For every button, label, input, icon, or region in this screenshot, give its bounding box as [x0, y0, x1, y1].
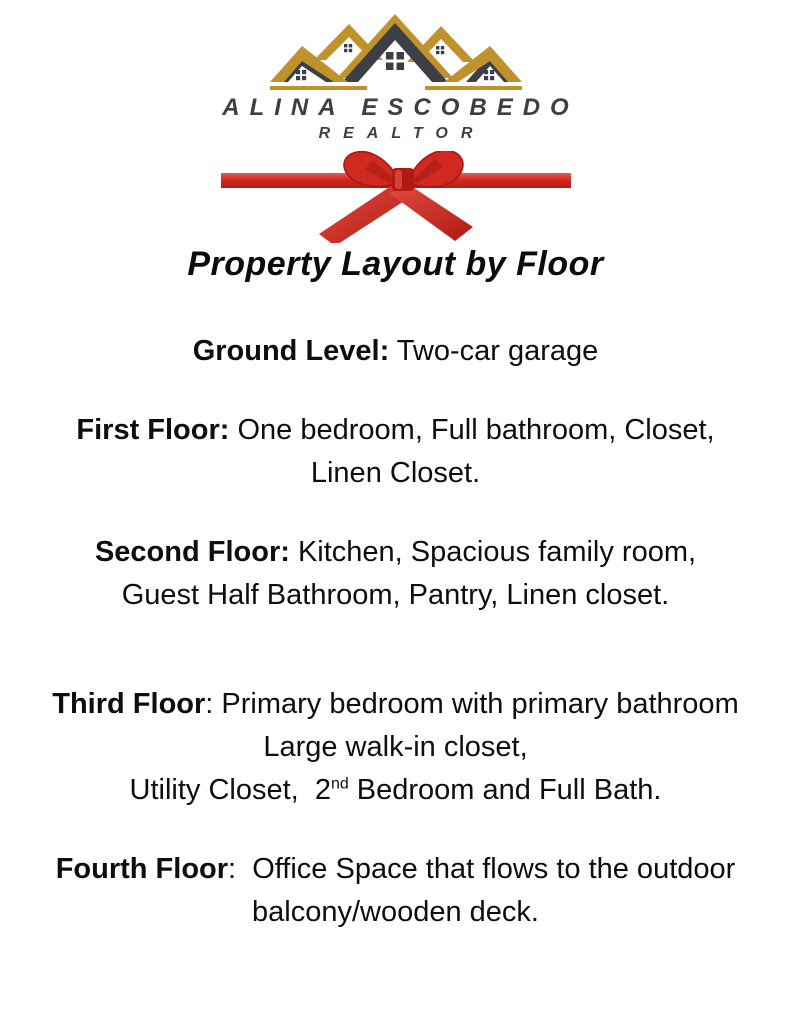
floor-line — [0, 726, 791, 769]
floor-line — [0, 769, 791, 812]
floor-fourth-floor — [0, 848, 791, 934]
floor-line — [0, 891, 791, 934]
floor-text: One bedroom, Full bathroom, Closet, — [229, 414, 715, 446]
floor-text: Linen Closet. — [310, 457, 481, 489]
floor-text: : Primary bedroom with primary bathroom — [205, 688, 739, 720]
floor-label: First Floor: — [76, 414, 230, 446]
floor-text: Large walk-in closet, — [263, 731, 528, 763]
floor-ground-level — [0, 330, 791, 373]
floor-line — [0, 683, 791, 726]
floor-text: : Office Space that flows to the outdoor — [228, 853, 736, 885]
floor-text: Guest Half Bathroom, Pantry, Linen closet. — [121, 579, 670, 611]
floor-line — [0, 848, 791, 891]
floor-second-floor — [0, 531, 791, 617]
floor-line — [0, 574, 791, 617]
floors — [0, 330, 791, 934]
red-ribbon-bow-icon — [221, 151, 571, 243]
brand-name: ALINA ESCOBEDO — [222, 94, 579, 121]
floor-label: Second Floor: — [94, 536, 290, 568]
brand-role: REALTOR — [318, 125, 486, 142]
page-title: Property Layout by Floor — [187, 245, 604, 283]
floor-text: balcony/wooden deck. — [252, 896, 539, 928]
floor-third-floor — [0, 683, 791, 812]
floor-line — [0, 452, 791, 495]
floor-text: Kitchen, Spacious family room, — [289, 536, 697, 568]
floor-text: Two-car garage — [389, 335, 599, 367]
floor-line — [0, 409, 791, 452]
floor-label: Third Floor — [52, 688, 206, 720]
floor-first-floor — [0, 409, 791, 495]
floor-label: Ground Level: — [192, 335, 390, 367]
floor-text: Bedroom and Full Bath. — [348, 774, 662, 806]
floor-line — [0, 330, 791, 373]
realtor-logo — [0, 0, 791, 143]
houses-rooftops-icon — [270, 14, 522, 92]
ordinal-superscript: nd — [330, 775, 349, 793]
floor-text: Utility Closet, 2 — [129, 774, 331, 806]
floor-line — [0, 531, 791, 574]
ribbon-divider — [0, 151, 791, 243]
floor-label: Fourth Floor — [55, 853, 229, 885]
